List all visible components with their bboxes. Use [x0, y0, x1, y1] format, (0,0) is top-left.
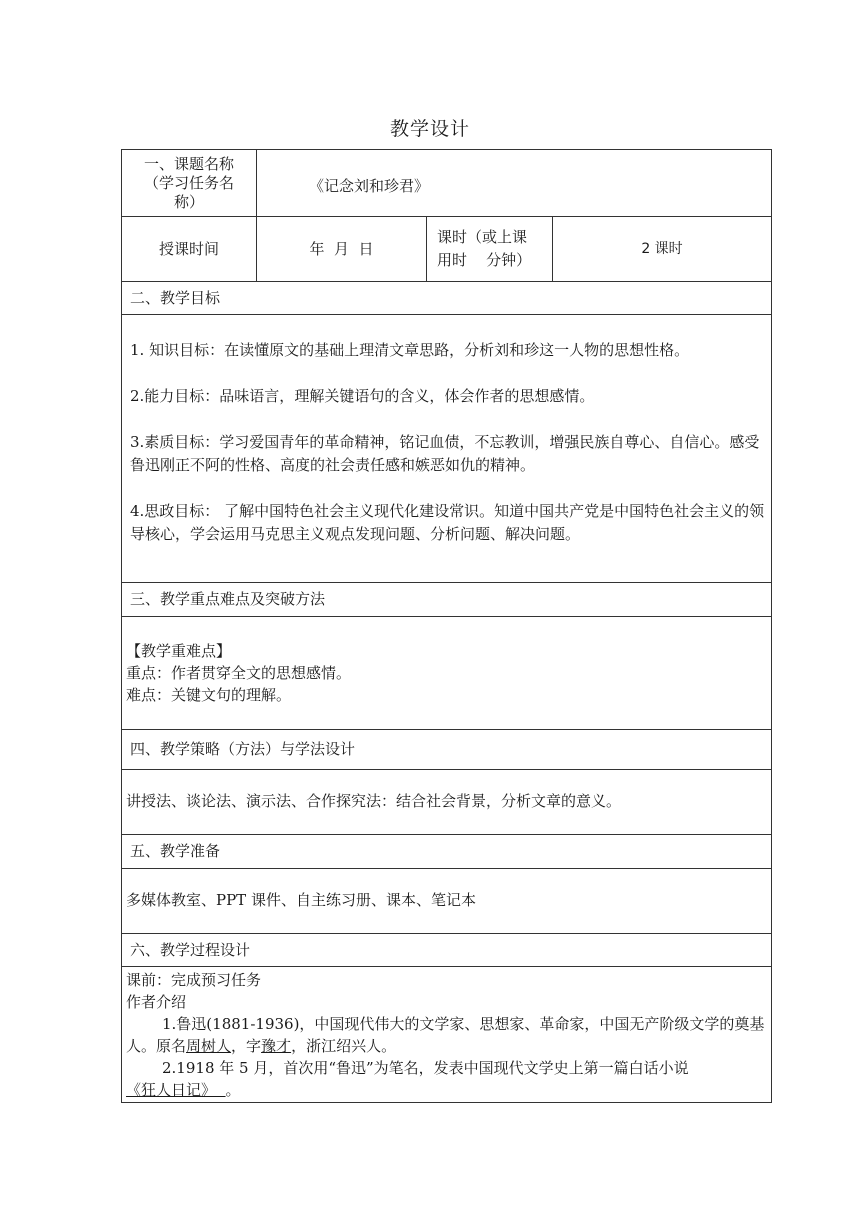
hours-value-cell	[552, 216, 772, 282]
preparation-text: 多媒体教室、PPT 课件、自主练习册、课本、笔记本	[126, 891, 476, 909]
keypoints-difficulty: 难点：关键文句的理解。	[126, 686, 292, 704]
goal-item: 4.思政目标： 了解中国特色社会主义现代化建设常识。知道中国共产党是中国特色社会主义的领导核心，学会运用马克思主义观点发现问题、分析问题、解决问题。	[130, 502, 765, 543]
process-heading: 六、教学过程设计	[130, 940, 251, 959]
date-value: 年 月 日	[309, 239, 374, 258]
hours-label-cell	[426, 216, 553, 282]
topic-value: 《记念刘和珍君》	[309, 177, 430, 195]
time-label: 授课时间	[158, 239, 219, 258]
author-paragraph-2	[126, 1057, 766, 1101]
goals-heading-cell	[121, 281, 772, 315]
goals-body-cell	[121, 314, 772, 583]
author-intro-heading: 作者介绍	[126, 993, 187, 1011]
p1-name: 周树人	[186, 1037, 232, 1055]
date-value-cell	[256, 216, 427, 282]
hours-label-line: 课时（或上课	[437, 228, 528, 246]
topic-label-line: 一、课题名称	[143, 154, 234, 173]
p2-text-a: 2.1918 年 5 月，首次用“鲁迅”为笔名，发表中国现代文学史上第一篇白话小说	[162, 1059, 689, 1077]
keypoints-heading: 三、教学重点难点及突破方法	[130, 590, 326, 608]
strategy-heading-cell	[121, 729, 772, 770]
topic-value-cell	[256, 149, 772, 217]
p1-text-c: ，浙江绍兴人。	[291, 1037, 397, 1055]
page-title: 教学设计	[389, 118, 470, 140]
author-paragraph-1	[126, 1013, 766, 1057]
time-label-cell	[121, 216, 257, 282]
preparation-body-cell	[121, 868, 772, 934]
p1-text-b: ，字	[231, 1037, 262, 1055]
strategy-heading: 四、教学策略（方法）与学法设计	[130, 740, 356, 758]
topic-label-line: 称）	[173, 192, 204, 211]
keypoints-heading-cell	[121, 582, 772, 617]
topic-label-cell	[121, 149, 257, 217]
p1-text-a: 1.鲁迅(1881-1936)，中国现代伟大的文学家、思想家、革命家，中国无产阶级文学的奠基人。原名	[126, 1015, 765, 1055]
hours-value: 2 课时	[641, 240, 683, 257]
p2-text-b: 。	[225, 1081, 241, 1099]
goal-item: 3.素质目标：学习爱国青年的革命精神，铭记血债，不忘教训，增强民族自尊心、自信心。感受鲁迅刚正不阿的性格、高度的社会责任感和嫉恶如仇的精神。	[130, 433, 760, 474]
strategy-body-cell	[121, 769, 772, 835]
goal-item: 2.能力目标：品味语言，理解关键语句的含义，体会作者的思想感情。	[130, 387, 595, 405]
strategy-text: 讲授法、谈论法、演示法、合作探究法：结合社会背景，分析文章的意义。	[126, 792, 622, 810]
topic-label-line: （学习任务名	[143, 173, 234, 192]
keypoints-subheading: 【教学重难点】	[126, 642, 232, 660]
process-body-cell	[121, 966, 772, 1103]
keypoints-focus: 重点：作者贯穿全文的思想感情。	[126, 664, 352, 682]
keypoints-body-cell	[121, 616, 772, 730]
process-heading-cell	[121, 933, 772, 967]
p2-work-title: 《狂人日记》	[126, 1081, 226, 1099]
goal-item: 1. 知识目标：在读懂原文的基础上理清文章思路，分析刘和珍这一人物的思想性格。	[130, 341, 690, 359]
hours-label-line: 用时 分钟）	[437, 251, 532, 269]
goals-heading: 二、教学目标	[130, 288, 221, 307]
pre-class-task: 课前：完成预习任务	[126, 971, 262, 989]
preparation-heading-cell	[121, 834, 772, 869]
p1-courtesy-name: 豫才	[261, 1037, 292, 1055]
preparation-heading: 五、教学准备	[130, 842, 221, 860]
